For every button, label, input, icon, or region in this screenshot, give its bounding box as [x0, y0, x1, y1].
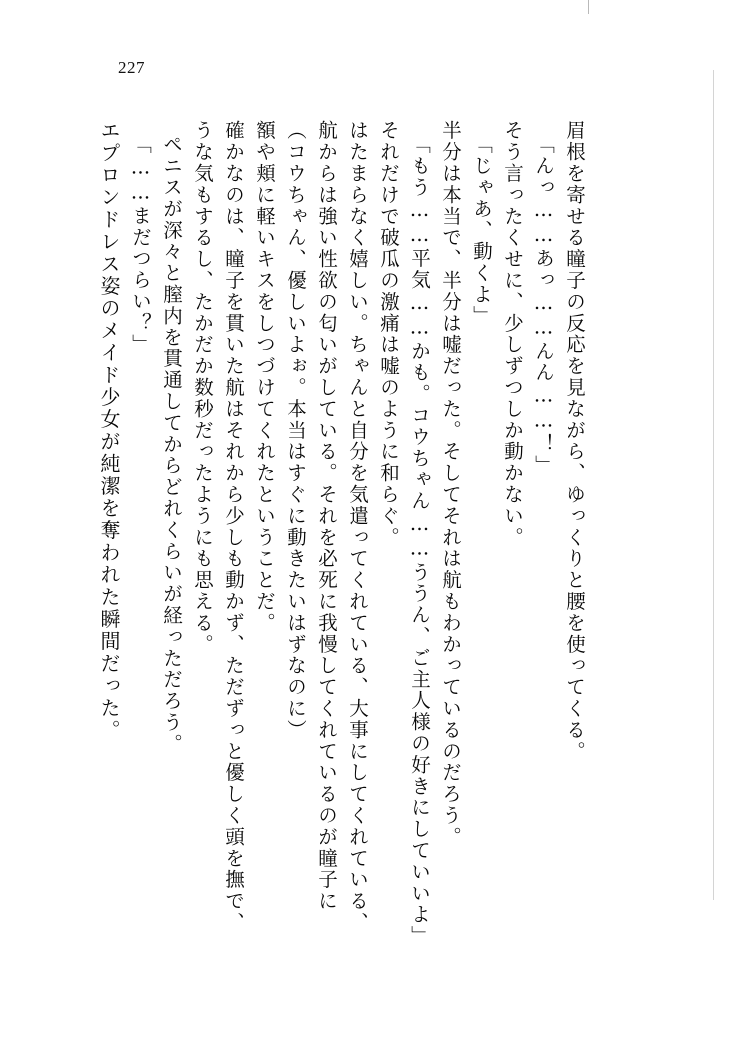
text-column: そう言ったくせに、少しずつしか動かない。 [501, 120, 524, 548]
text-column: 「んっ……あっ……んん……！」 [532, 134, 555, 476]
page-number: 227 [118, 58, 145, 77]
text-column: ペニスが深々と膣内を貫通してからどれくらいが経っただろう。 [160, 134, 183, 755]
text-column: エプロンドレス姿のメイド少女が純潔を奪われた瞬間だった。 [97, 120, 121, 742]
text-column: 「……まだつらい？」 [129, 134, 152, 355]
text-column: 半分は本当で、半分は嘘だった。そしてそれは航もわかっているのだろう。 [439, 120, 462, 848]
page-edge-mark-top [588, 0, 589, 14]
text-column: はたまらなく嬉しい。ちゃんと自分を気遣ってくれている、大事にしてくれている、 [346, 120, 369, 934]
vertical-text-block [88, 120, 688, 947]
text-column: それだけで破瓜の激痛は嘘のように和らぐ。 [377, 120, 400, 548]
text-column: 眉根を寄せる瞳子の反応を見ながら、ゆっくりと腰を使ってくる。 [563, 120, 586, 762]
text-column: （コウちゃん、優しいよぉ。本当はすぐに動きたいはずなのに） [284, 120, 307, 741]
text-column: 「じゃあ、動くよ」 [470, 134, 493, 327]
text-column: うな気もするし、たかだか数秒だったようにも思える。 [191, 120, 214, 655]
text-column: 確かなのは、瞳子を貫いた航はそれから少しも動かず、ただずっと優しく頭を撫で、 [222, 120, 245, 934]
text-column: 「もう……平気……かも。コウちゃん……ううん、ご主人様の好きにしていいよ」 [408, 134, 431, 947]
text-column: 航からは強い性欲の匂いがしている。それを必死に我慢してくれているのが瞳子に [315, 120, 338, 912]
page-edge-mark-right [713, 70, 714, 900]
text-column: 額や頬に軽いキスをしつづけてくれたということだ。 [253, 120, 276, 634]
